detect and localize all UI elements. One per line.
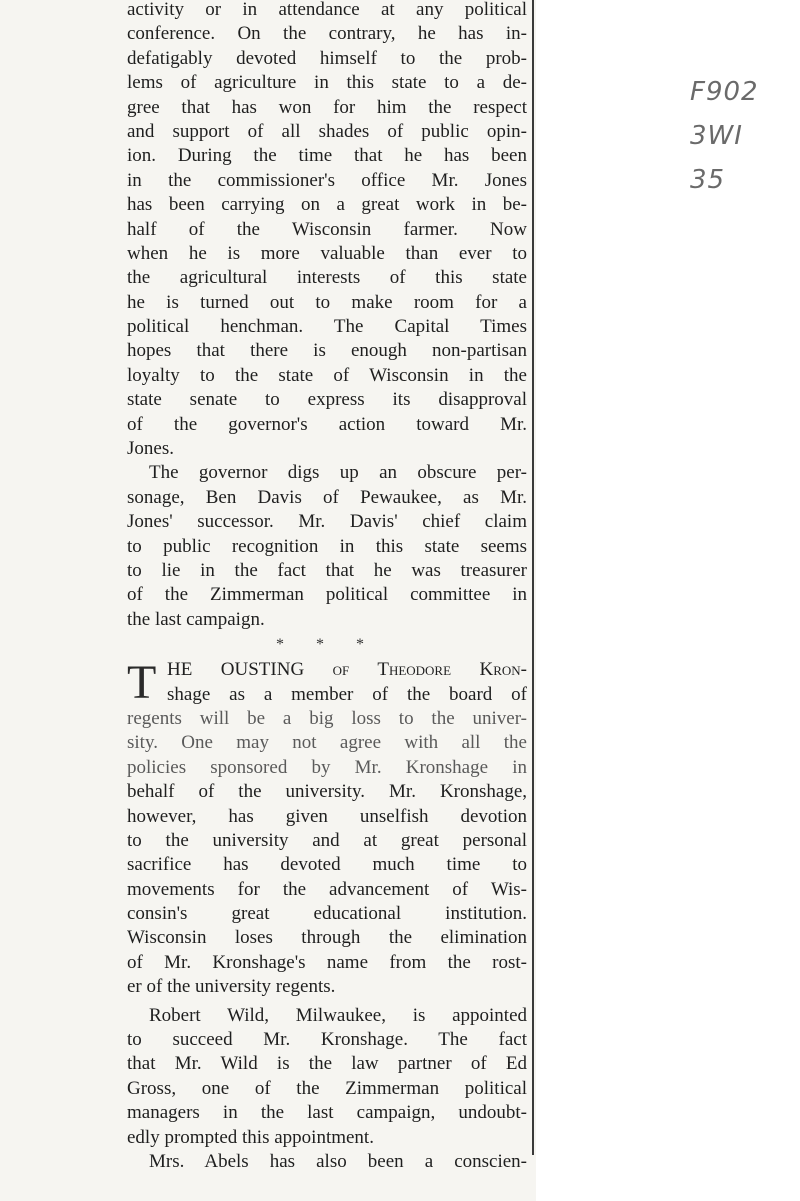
margin-note: 3WI: [690, 121, 743, 151]
text-line: lems of agriculture in this state to a de-: [127, 72, 527, 94]
text-line: sity. One may not agree with all the: [127, 732, 527, 754]
text-line: The governor digs up an obscure per-: [149, 462, 527, 484]
text-line: Jones' successor. Mr. Davis' chief claim: [127, 511, 527, 533]
text-line: of Mr. Kronshage's name from the rost-: [127, 951, 527, 973]
text-line: ion. During the time that he has been: [127, 145, 527, 167]
text-line: when he is more valuable than ever to: [127, 242, 527, 264]
text-line: of the governor's action toward Mr.: [127, 413, 527, 435]
text-line: Robert Wild, Milwaukee, is appointed: [149, 1004, 527, 1026]
text-line: that Mr. Wild is the law partner of Ed: [127, 1053, 527, 1075]
text-line: gree that has won for him the respect: [127, 96, 527, 118]
text-line: loyalty to the state of Wisconsin in the: [127, 364, 527, 386]
margin-note: 35: [690, 165, 726, 195]
text-line: edly prompted this appointment.: [127, 1126, 374, 1148]
text-line: defatigably devoted himself to the prob-: [127, 47, 527, 69]
text-line: activity or in attendance at any political: [127, 0, 527, 20]
text-line: Gross, one of the Zimmerman political: [127, 1077, 527, 1099]
text-line: behalf of the university. Mr. Kronshage,: [127, 781, 527, 803]
section-separator: * * *: [276, 636, 378, 654]
article-column: [127, 0, 527, 1174]
text-line: to succeed Mr. Kronshage. The fact: [127, 1029, 527, 1051]
text-line: hopes that there is enough non-partisan: [127, 340, 527, 362]
paragraph-5: [127, 1150, 527, 1174]
text-line: Wisconsin loses through the elimination: [127, 927, 527, 949]
text-line: HE OUSTING of Theodore Kron-: [167, 659, 527, 681]
paragraph-1: [127, 0, 527, 461]
drop-cap: T: [127, 656, 157, 710]
column-rule: [532, 0, 534, 1155]
text-line: policies sponsored by Mr. Kronshage in: [127, 756, 527, 778]
text-line: movements for the advancement of Wis-: [127, 878, 527, 900]
text-line: shage as a member of the board of: [167, 683, 527, 705]
text-line: to public recognition in this state seems: [127, 535, 527, 557]
text-line: political henchman. The Capital Times: [127, 316, 527, 338]
text-line: he is turned out to make room for a: [127, 291, 527, 313]
text-line: to lie in the fact that he was treasurer: [127, 559, 527, 581]
text-line: to the university and at great personal: [127, 829, 527, 851]
text-line: conference. On the contrary, he has in-: [127, 23, 527, 45]
paragraph-3: [127, 658, 527, 999]
text-line: the last campaign.: [127, 608, 265, 630]
text-line: state senate to express its disapproval: [127, 389, 527, 411]
text-line: of the Zimmerman political committee in: [127, 584, 527, 606]
text-line: and support of all shades of public opin-: [127, 120, 527, 142]
text-line: sonage, Ben Davis of Pewaukee, as Mr.: [127, 486, 527, 508]
text-line: er of the university regents.: [127, 976, 336, 998]
text-line: however, has given unselfish devotion: [127, 805, 527, 827]
text-line: sacrifice has devoted much time to: [127, 854, 527, 876]
text-line: Mrs. Abels has also been a conscien-: [149, 1150, 527, 1172]
text-line: the agricultural interests of this state: [127, 267, 527, 289]
margin-note: F902: [690, 77, 759, 107]
text-line: half of the Wisconsin farmer. Now: [127, 218, 527, 240]
paragraph-2: [127, 461, 527, 632]
text-line: has been carrying on a great work in be-: [127, 194, 527, 216]
text-line: in the commissioner's office Mr. Jones: [127, 169, 527, 191]
text-line: consin's great educational institution.: [127, 903, 527, 925]
archive-margin-notes: [690, 70, 790, 202]
text-line: managers in the last campaign, undoubt-: [127, 1102, 527, 1124]
text-line: regents will be a big loss to the univer-: [127, 707, 527, 729]
paragraph-4: [127, 1004, 527, 1150]
text-line: Jones.: [127, 438, 174, 460]
